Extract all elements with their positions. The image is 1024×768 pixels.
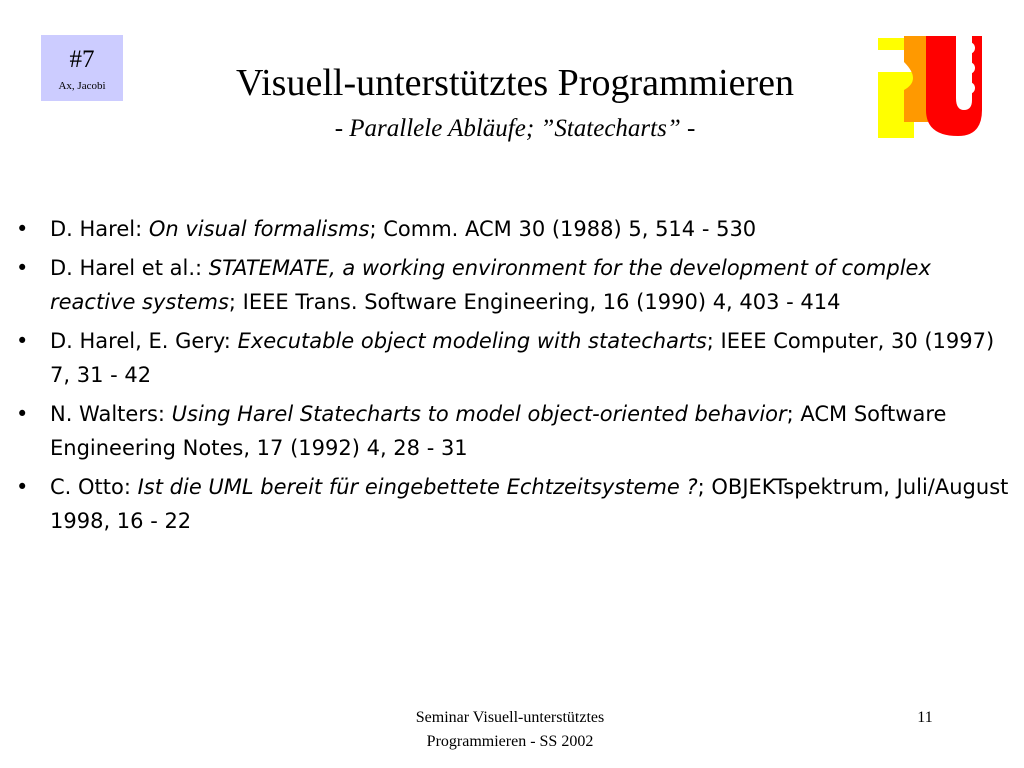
reference-title: Executable object modeling with statecharts bbox=[237, 329, 707, 353]
reference-authors: N. Walters: bbox=[50, 402, 172, 426]
slide-title: Visuell-unterstütztes Programmieren bbox=[235, 62, 795, 104]
reference-authors: C. Otto: bbox=[50, 475, 138, 499]
reference-authors: D. Harel, E. Gery: bbox=[50, 329, 238, 353]
reference-source: ; Comm. ACM 30 (1988) 5, 514 - 530 bbox=[369, 217, 757, 241]
slide-number: #7 bbox=[69, 46, 95, 73]
reference-title: Ist die UML bereit für eingebettete Echtzeitsysteme ? bbox=[137, 475, 698, 499]
reference-item bbox=[14, 470, 1010, 538]
slide-authors: Ax, Jacobi bbox=[58, 80, 106, 92]
reference-authors: D. Harel: bbox=[50, 217, 149, 241]
reference-title: STATEMATE, a working environment for the development of complex reactive systems bbox=[50, 256, 931, 314]
footer-line: Programmieren - SS 2002 bbox=[426, 733, 594, 750]
footer-line: Seminar Visuell-unterstütztes bbox=[415, 709, 605, 726]
reference-source: ; OBJEKTspektrum, Juli/August 1998, 16 - 22 bbox=[50, 475, 1009, 533]
university-logo-icon bbox=[876, 34, 984, 142]
reference-source: ; IEEE Trans. Software Engineering, 16 (1990) 4, 403 - 414 bbox=[228, 290, 841, 314]
reference-title: On visual formalisms bbox=[148, 217, 370, 241]
reference-title: Using Harel Statecharts to model object-oriented behavior bbox=[171, 402, 787, 426]
slide-footer bbox=[370, 706, 650, 754]
page-number: 11 bbox=[917, 709, 933, 726]
logo-dot-top bbox=[963, 42, 975, 54]
slide-subtitle: - Parallele Abläufe; ”Statecharts” - bbox=[334, 115, 696, 142]
reference-authors: D. Harel et al.: bbox=[50, 256, 209, 280]
reference-source: ; ACM Software Engineering Notes, 17 (1992) 4, 28 - 31 bbox=[50, 402, 947, 460]
logo-dot-bottom bbox=[963, 82, 975, 94]
slide-number-badge bbox=[41, 35, 123, 101]
reference-item bbox=[14, 397, 1010, 465]
reference-item bbox=[14, 324, 1010, 392]
reference-source: ; IEEE Computer, 30 (1997) 7, 31 - 42 bbox=[50, 329, 995, 387]
reference-item bbox=[14, 251, 1010, 319]
logo-dot-middle bbox=[963, 62, 975, 74]
reference-list bbox=[14, 212, 1010, 543]
reference-item bbox=[14, 212, 1010, 246]
